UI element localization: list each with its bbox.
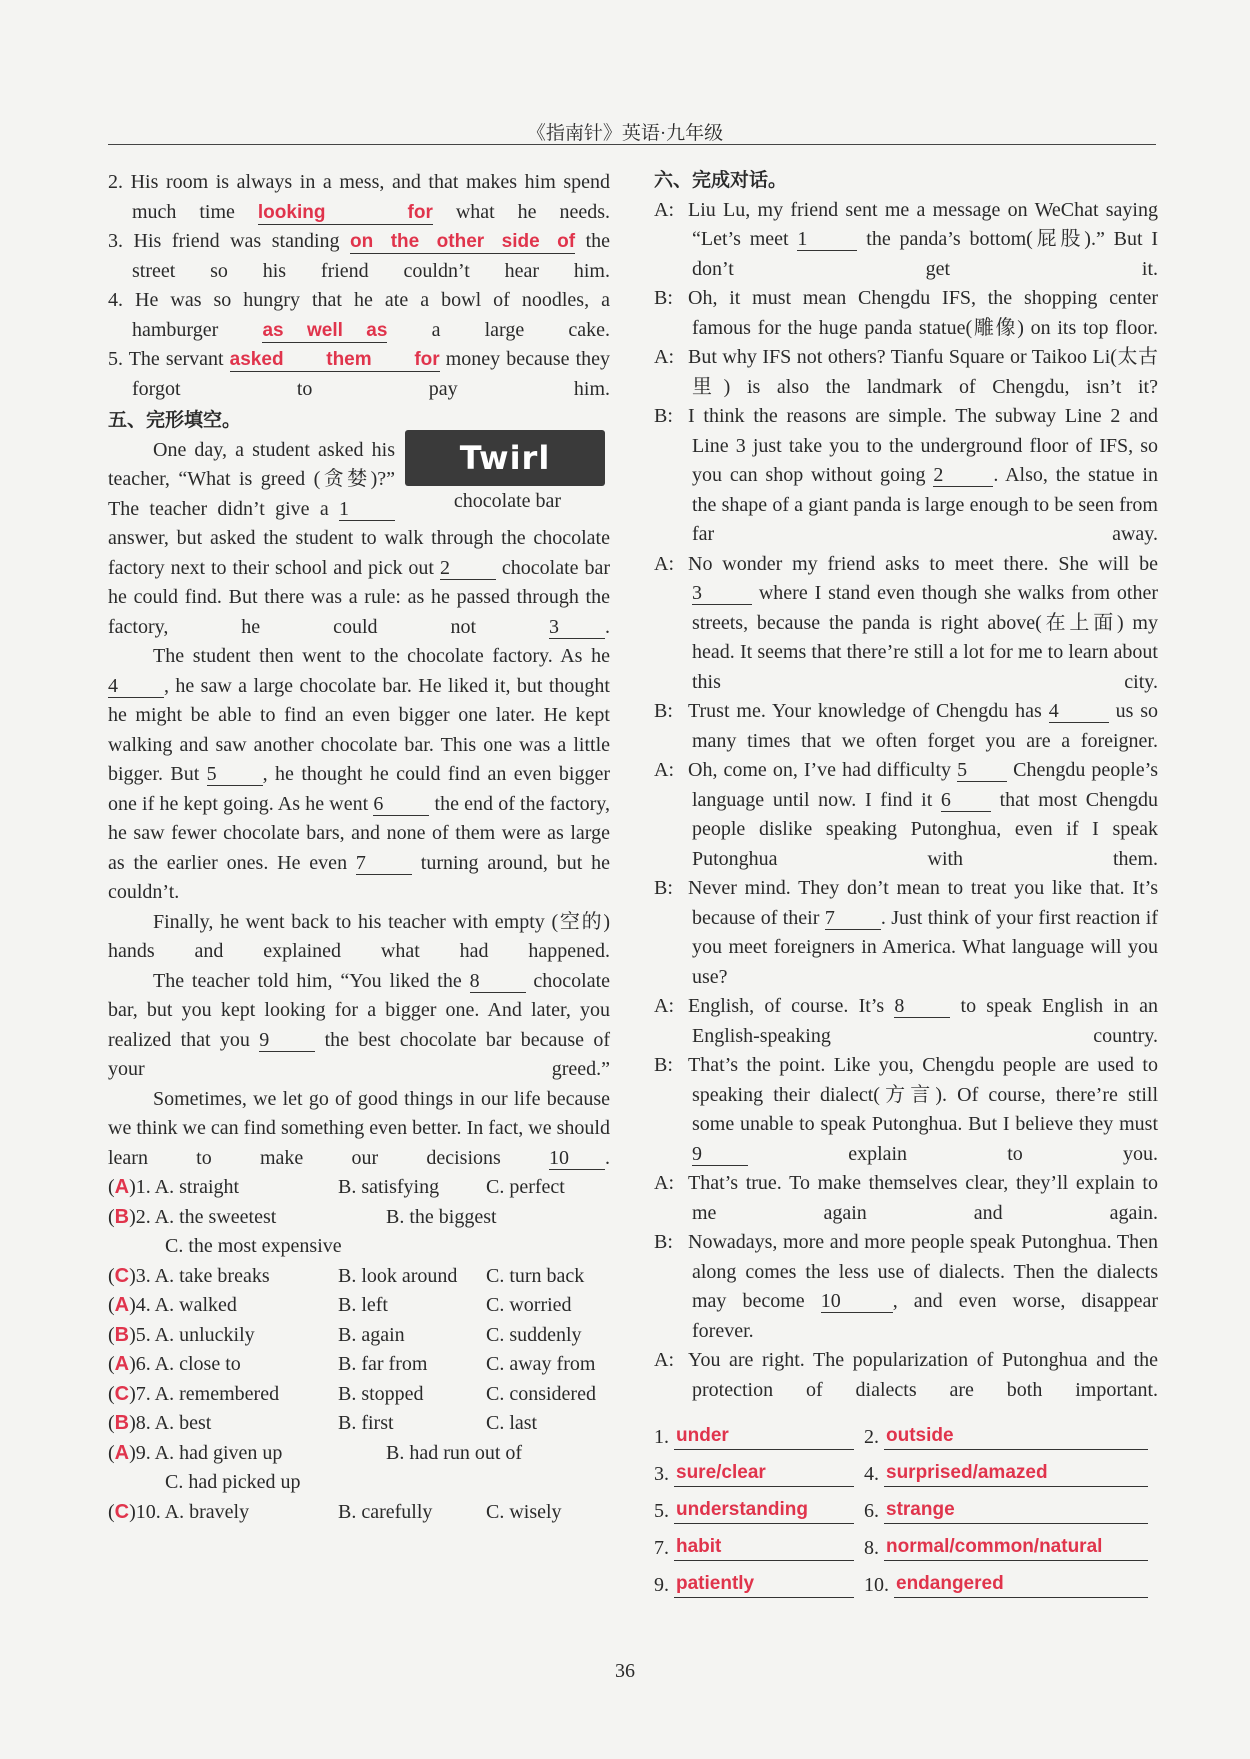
cloze-paragraph-2: The student then went to the chocolate factory. As he 4 , he saw a large chocolate bar. He liked it, but thought he might be able to find an even bigger one later. He kept walking and saw another chocolate bar. This one was a little bigger. But 5 , he thought he could find an even bigger one if he kept going. As he went 6 the end of the factory, he saw fewer chocolate bars, and none of them were as large as the earlier ones. He even 7 turning around, but he couldn’t. — [108, 645, 611, 903]
dialogue-line: B: Oh, it must mean Chengdu IFS, the shopping center famous for the huge panda statue(雕像) on its top floor. — [654, 287, 1158, 339]
cloze-blank: 6 — [373, 793, 429, 816]
answer-item: 1. under — [654, 1423, 864, 1450]
s4-item-4: 4. He was so hungry that he ate a bowl of noodles, a hamburger as well as a large cake. — [108, 289, 611, 341]
twirl-wrapper-graphic: Twirl — [405, 430, 605, 486]
answer-item: 10. endangered — [864, 1571, 1158, 1598]
s4-item-2: 2. His room is always in a mess, and that makes him spend much time looking for what he needs. — [108, 171, 611, 223]
answer-item: 6. strange — [864, 1497, 1158, 1524]
cloze-blank: 7 — [356, 852, 412, 875]
dialogue-blank: 8 — [894, 995, 950, 1018]
cloze-paragraph-1: One day, a student asked his teacher, “What is greed (贪婪)?” The teacher didn’t give a 1 answer, but asked the student to walk through the chocolate factory next to their school and pick out 2 chocolate bar he could find. But there was a rule: as he passed through the factory, he could not 3 . — [108, 438, 610, 638]
cloze-blank: 10 — [549, 1147, 605, 1170]
dialogue-blank: 5 — [957, 759, 1007, 782]
answer-item: 8. normal/common/natural — [864, 1534, 1158, 1561]
answer-item: 4. surprised/amazed — [864, 1460, 1158, 1487]
dialogue-line: B: I think the reasons are simple. The subway Line 2 and Line 3 just take you to the underground floor of IFS, so you can shop without going 2 . Also, the statue in the shape of a giant panda is large enough to be seen from far away. — [654, 405, 1158, 545]
dialogue-blank: 4 — [1049, 700, 1109, 723]
cloze-blank: 1 — [339, 498, 395, 521]
dialogue-blank: 6 — [941, 789, 991, 812]
right-column — [654, 168, 1158, 1598]
cloze-blank: 2 — [440, 557, 496, 580]
option-row: (C)3. A. take breaks B. look around C. turn back — [108, 1264, 585, 1287]
dialogue-line: B: Nowadays, more and more people speak Putonghua. Then along comes the less use of dialects. Then the dialects may become 10 , and even worse, disappear forever. — [654, 1231, 1159, 1342]
dialogue-line: A: But why IFS not others? Tianfu Square or Taikoo Li(太古里) is also the landmark of Chengdu, isn’t it? — [654, 346, 1158, 398]
dialogue-line: A: That’s true. To make themselves clear, they’ll explain to me again and again. — [654, 1172, 1158, 1224]
page-header: 《指南针》英语·九年级 — [526, 123, 724, 144]
dialogue-blank: 7 — [825, 907, 881, 930]
dialogue-line: A: English, of course. It’s 8 to speak English in an English-speaking country. — [654, 995, 1158, 1047]
dialogue-line: B: That’s the point. Like you, Chengdu people are used to speaking their dialect(方言). Of course, there’re still some unable to speak Putonghua. But I believe they must 9 explain to you. — [654, 1054, 1158, 1165]
option-row: (A)4. A. walked B. left C. worried — [108, 1294, 572, 1316]
dialogue-line: A: Liu Lu, my friend sent me a message on WeChat saying “Let’s meet 1 the panda’s bottom(屁股).” But I don’t get it. — [654, 198, 1159, 280]
answer-item: 9. patiently — [654, 1571, 864, 1598]
cloze-blank: 8 — [470, 970, 526, 993]
cloze-blank: 4 — [108, 675, 164, 698]
dialogue-blank: 10 — [821, 1290, 893, 1313]
dialogue-line: B: Trust me. Your knowledge of Chengdu has 4 us so many times that we often forget you are a foreigner. — [654, 700, 1158, 752]
dialogue-blank: 2 — [933, 464, 993, 487]
dialogue-line: A: Oh, come on, I’ve had difficulty 5 Chengdu people’s language until now. I find it 6 that most Chengdu people dislike speaking Putonghua, even if I speak Putonghua with them. — [654, 759, 1159, 870]
dialogue-blank: 1 — [797, 228, 857, 251]
answer-blank: asked them for — [229, 349, 440, 370]
option-row: (B)2. A. the sweetest B. the biggest — [108, 1205, 497, 1228]
option-row: (A)1. A. straight B. satisfying C. perfect — [108, 1176, 565, 1198]
option-continuation: C. the most expensive — [165, 1235, 342, 1257]
answer-key — [654, 1423, 1158, 1598]
cloze-paragraph-4: The teacher told him, “You liked the 8 chocolate bar, but you kept looking for a bigger one. And later, you realized that you 9 the best chocolate bar because of your greed.” — [108, 969, 611, 1080]
cloze-paragraph-5: Sometimes, we let go of good things in our life because we think we can find something even better. In fact, we should learn to make our decisions 10 . — [108, 1087, 611, 1169]
header-divider — [108, 144, 1156, 145]
s4-item-3: 3. His friend was standing on the other side of the street so his friend couldn’t hear him. — [108, 230, 611, 282]
cloze-blank: 9 — [259, 1029, 315, 1052]
image-caption: chocolate bar — [453, 489, 562, 512]
dialogue-line: B: Never mind. They don’t mean to treat you like that. It’s because of their 7 . Just think of your first reaction if you meet foreigners in America. What language will you use? — [654, 877, 1158, 988]
option-row: (C)7. A. remembered B. stopped C. considered — [108, 1382, 596, 1405]
cloze-options — [108, 1173, 610, 1527]
answer-blank: as well as — [262, 319, 388, 341]
answer-blank: looking for — [257, 201, 433, 223]
page-number: 36 — [615, 1660, 635, 1682]
answer-blank: on the other side of — [350, 231, 576, 252]
option-row: (B)8. A. best B. first C. last — [108, 1412, 538, 1434]
cloze-paragraph-3: Finally, he went back to his teacher with empty (空的) hands and explained what had happened. — [108, 910, 610, 962]
section-5-title: 五、完形填空。 — [108, 409, 242, 431]
dialogue-line: A: You are right. The popularization of Putonghua and the protection of dialects are both important. — [654, 1349, 1158, 1401]
dialogue-blank: 9 — [692, 1143, 748, 1166]
option-row: (B)5. A. unluckily B. again C. suddenly — [108, 1323, 582, 1346]
s4-item-5: 5. The servant asked them for money because they forgot to pay him. — [108, 348, 611, 400]
cloze-blank: 5 — [207, 763, 263, 786]
option-continuation: C. had picked up — [165, 1471, 301, 1493]
option-row: (C)10. A. bravely B. carefully C. wisely — [108, 1500, 562, 1523]
option-row: (A)9. A. had given up B. had run out of — [108, 1441, 523, 1464]
dialogue-line: A: No wonder my friend asks to meet there. She will be 3 where I stand even though she walks from other streets, because the panda is right above(在上面) my head. It seems that there’re still a lot for me to learn about this city. — [654, 552, 1159, 693]
answer-item: 3. sure/clear — [654, 1460, 864, 1487]
left-column — [108, 168, 610, 1527]
option-row: (A)6. A. close to B. far from C. away from — [108, 1353, 596, 1375]
chocolate-bar-image — [405, 430, 610, 522]
answer-item: 2. outside — [864, 1423, 1158, 1450]
cloze-blank: 3 — [549, 616, 605, 639]
dialogue-blank: 3 — [692, 582, 752, 605]
answer-item: 7. habit — [654, 1534, 864, 1561]
section-6-title: 六、完成对话。 — [654, 169, 788, 191]
answer-item: 5. understanding — [654, 1497, 864, 1524]
